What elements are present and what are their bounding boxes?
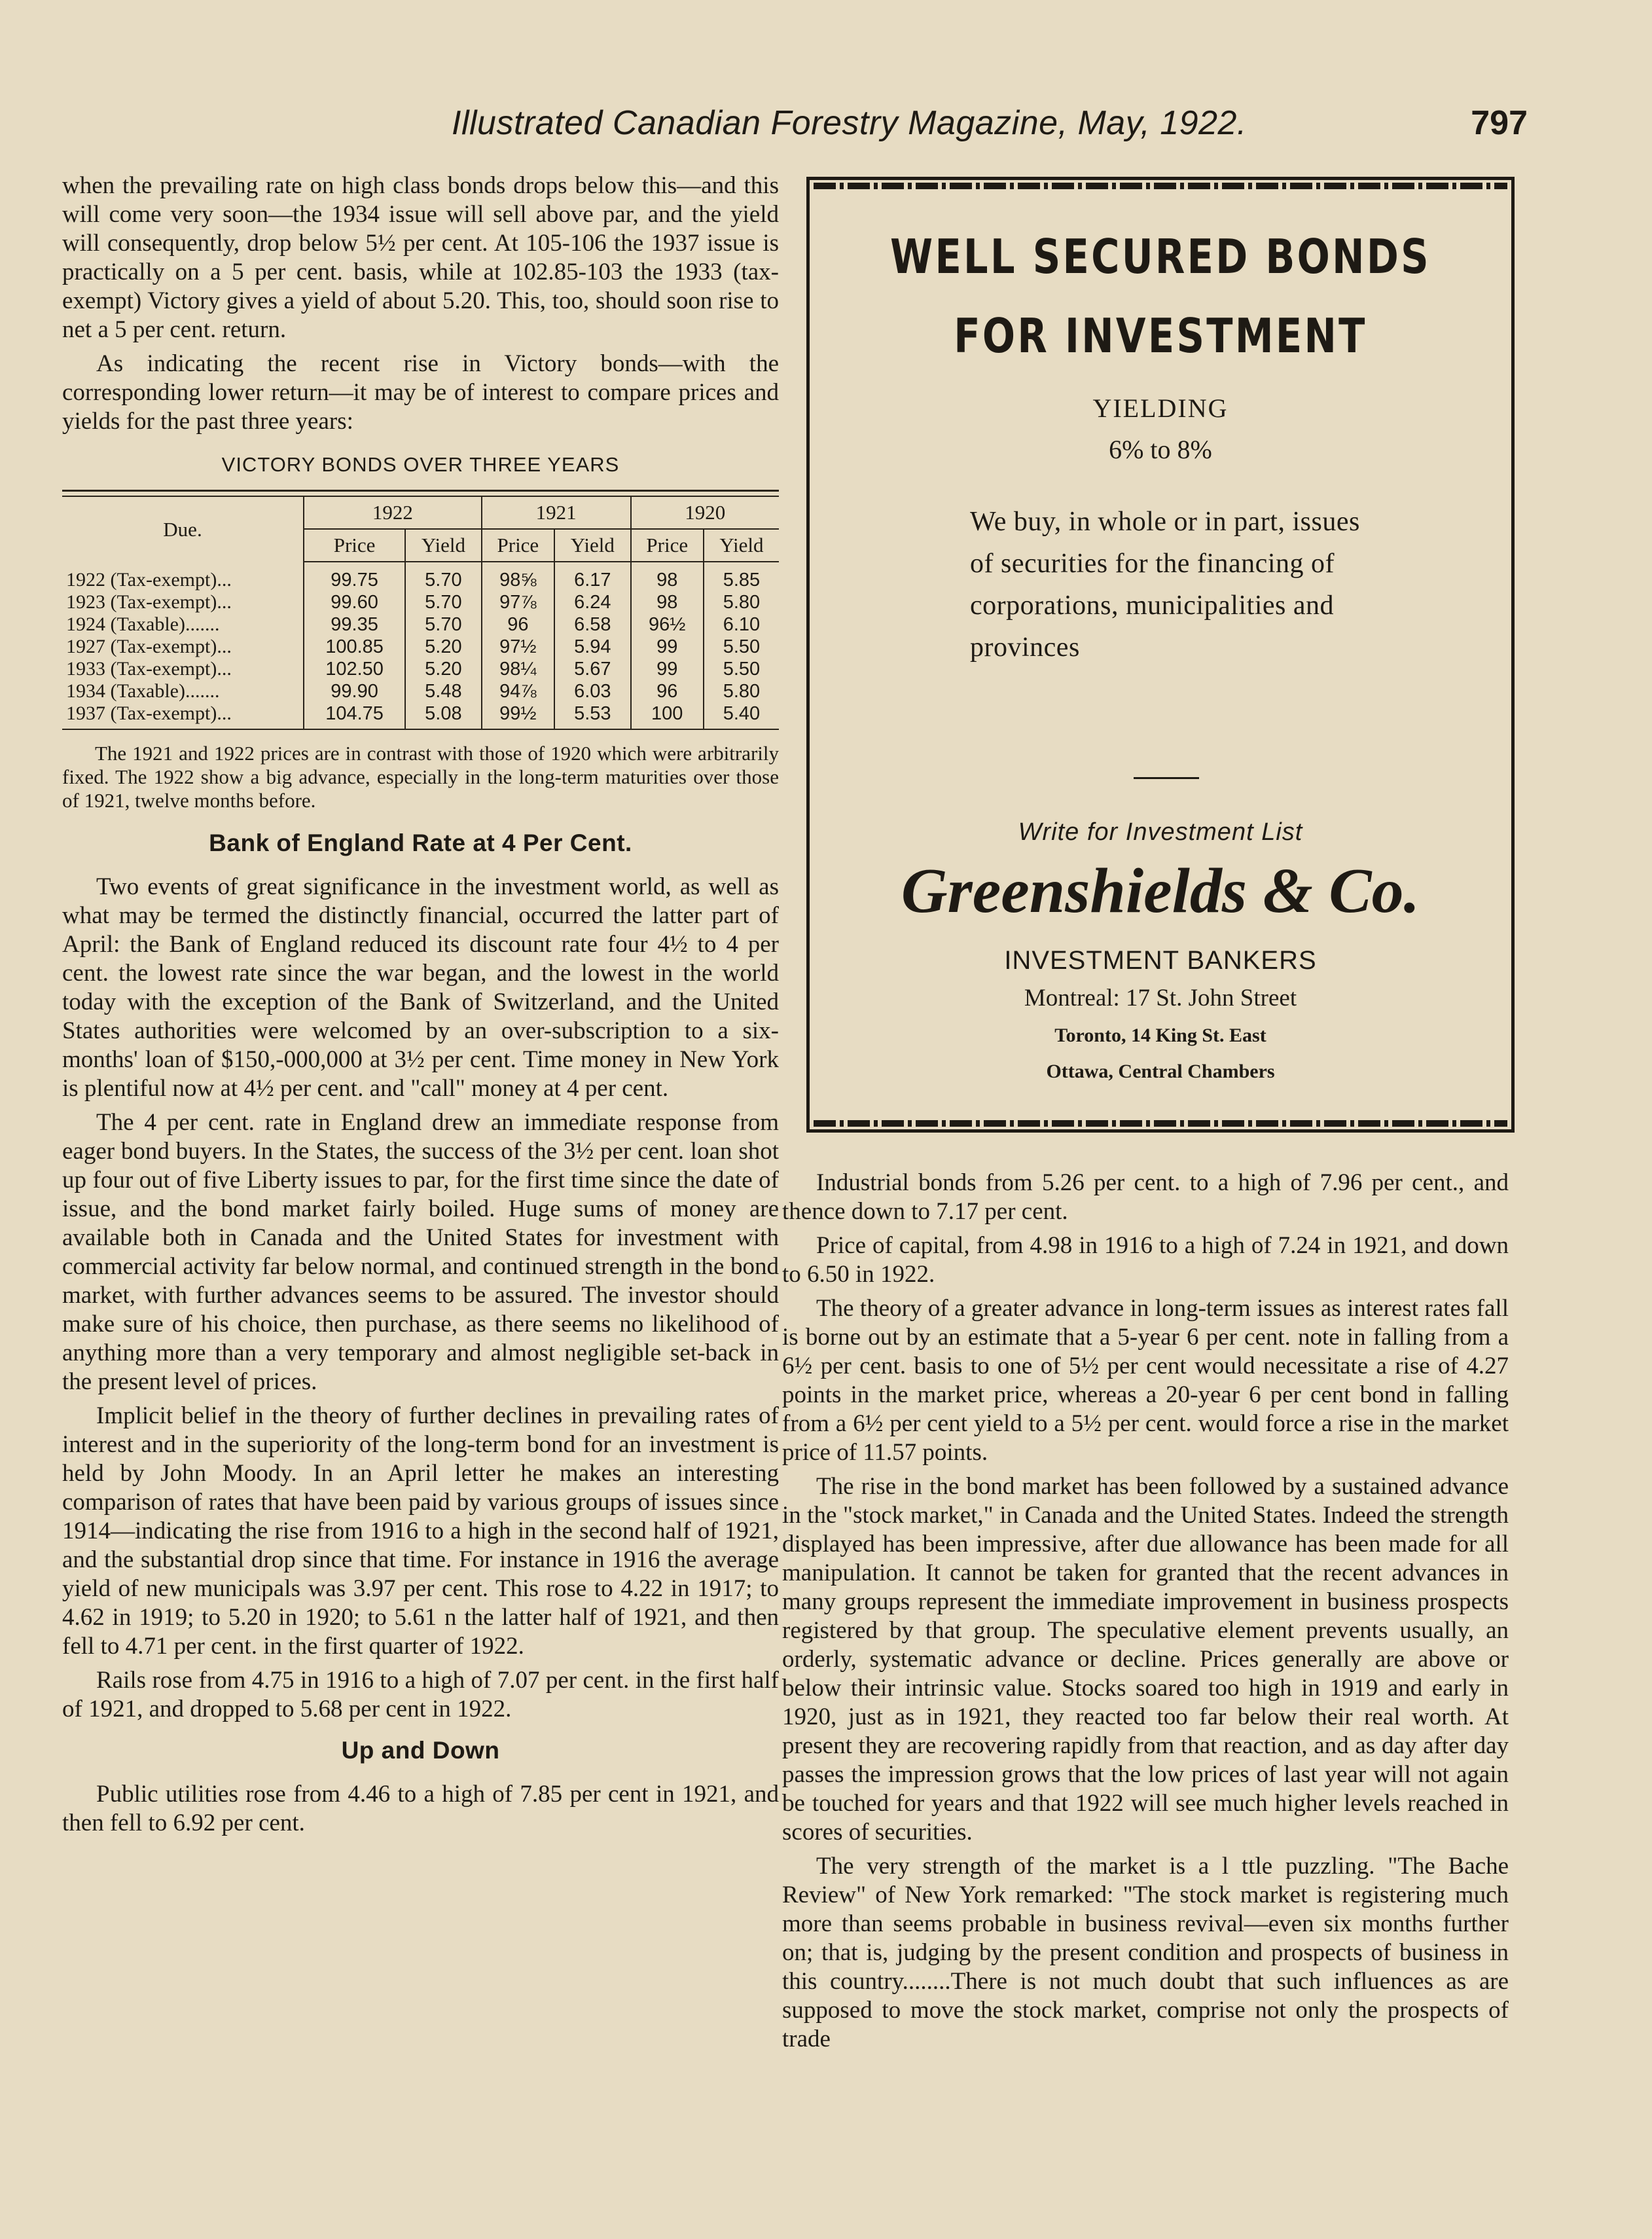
value-cell: 99.35	[304, 613, 405, 636]
year-header: 1922	[304, 497, 482, 529]
table-row	[62, 562, 779, 591]
paragraph: Public utilities rose from 4.46 to a high of 7.85 per cent in 1921, and then fell to 6.92 per cent.	[62, 1781, 779, 1836]
value-cell: 99.60	[304, 591, 405, 613]
value-cell: 5.40	[704, 702, 779, 729]
ad-divider	[1134, 777, 1199, 779]
value-cell: 100.85	[304, 636, 405, 658]
value-cell: 100	[631, 702, 704, 729]
due-cell: 1927 (Tax-exempt)...	[66, 636, 232, 657]
value-cell: 98	[631, 562, 704, 591]
value-cell: 6.03	[554, 680, 631, 702]
value-cell: 96	[631, 680, 704, 702]
table-row	[62, 613, 779, 636]
ad-headline: WELL SECURED BONDS	[890, 229, 1431, 284]
value-cell: 5.80	[704, 591, 779, 613]
value-cell: 98	[631, 591, 704, 613]
value-cell: 5.53	[554, 702, 631, 729]
value-cell: 98¼	[482, 658, 554, 680]
table-top-rule	[62, 490, 779, 497]
section-heading: Up and Down	[341, 1737, 500, 1764]
value-cell: 5.85	[704, 562, 779, 591]
greenshields-advertisement	[806, 177, 1515, 1133]
due-cell: 1923 (Tax-exempt)...	[66, 591, 232, 613]
value-cell: 5.70	[405, 613, 482, 636]
table-note: The 1921 and 1922 prices are in contrast with those of 1920 which were arbitrarily fixed. The 1922 show a big advance, especially in the long-term maturities over those of 1921, twelve months before.	[62, 742, 779, 812]
paragraph: The very strength of the market is a l ttle puzzling. "The Bache Review" of New York remarked: "The stock market is registering much more than seems probable in business revival—even six months further on; that is, judging by the present condition and prospects of business in this country........There is not much doubt that such influences as are supposed to move the stock market, comprise not only the prospects of trade	[782, 1853, 1509, 2052]
victory-bonds-table	[62, 497, 779, 730]
ad-yielding-label: YIELDING	[1092, 393, 1229, 423]
value-cell: 99.90	[304, 680, 405, 702]
table-row	[62, 658, 779, 680]
ad-yield-range: 6% to 8%	[1109, 435, 1212, 464]
year-header: 1920	[631, 497, 779, 529]
value-cell: 5.70	[405, 591, 482, 613]
page-number: 797	[1471, 104, 1528, 142]
due-cell: 1924 (Taxable).......	[66, 613, 220, 635]
paragraph: The 4 per cent. rate in England drew an immediate response from eager bond buyers. In the States, the success of the 3½ per cent. loan shot up four out of five Liberty issues to par, for the first time since the date of issue, and the bond market fairly boiled. Huge sums of money are available both in Canada and the United States for investment with commercial activity far below normal, and continued strength in the bond market, with further advances seems to be assured. The investor should make sure of his choice, then purchase, as there seems no likelihood of anything more than a very temporary and almost negligible set-back in the present level of prices.	[62, 1109, 779, 1395]
value-cell: 5.48	[405, 680, 482, 702]
column-header: Yield	[704, 529, 779, 562]
value-cell: 5.67	[554, 658, 631, 680]
value-cell: 99½	[482, 702, 554, 729]
column-header: Price	[482, 529, 554, 562]
column-header: Yield	[405, 529, 482, 562]
due-cell: 1922 (Tax-exempt)...	[66, 568, 232, 591]
ad-address: Toronto, 14 King St. East	[1054, 1025, 1266, 1046]
paragraph: Two events of great significance in the investment world, as well as what may be termed the distinctly financial, occurred the latter part of April: the Bank of England reduced its discount rate four 4½ to 4 per cent. the lowest rate since the war began, and the lowest in the world today with the exception of the Bank of Switzerland, and the United States authorities were welcomed by an over-subscription to a six-months' loan of $150,-000,000 at 3½ per cent. Time money in New York is plentiful now at 4½ per cent. and "call" money at 4 per cent.	[62, 873, 779, 1102]
year-header: 1921	[482, 497, 631, 529]
ad-address: Ottawa, Central Chambers	[1046, 1061, 1275, 1082]
value-cell: 5.20	[405, 658, 482, 680]
value-cell: 99.75	[304, 562, 405, 591]
ad-firm-kind: INVESTMENT BANKERS	[1004, 946, 1317, 975]
paragraph: The theory of a greater advance in long-term issues as interest rates fall is borne out by an estimate that a 5-year 6 per cent. note in falling from a 6½ per cent. basis to one of 5½ per cent would necessitate a rise of 4.27 points in the market price, whereas a 20-year 6 per cent bond in falling from a 6½ per cent yield to a 5½ per cent. would force a rise in the market price of 11.57 points.	[782, 1295, 1509, 1466]
value-cell: 5.70	[405, 562, 482, 591]
table-row	[62, 636, 779, 658]
value-cell: 5.80	[704, 680, 779, 702]
value-cell: 5.94	[554, 636, 631, 658]
right-column	[782, 1169, 1509, 2059]
value-cell: 6.24	[554, 591, 631, 613]
section-heading: Bank of England Rate at 4 Per Cent.	[209, 829, 632, 856]
value-cell: 98⅝	[482, 562, 554, 591]
value-cell: 99	[631, 658, 704, 680]
column-header: Yield	[554, 529, 631, 562]
column-header: Price	[631, 529, 704, 562]
value-cell: 97⅞	[482, 591, 554, 613]
table-row	[62, 680, 779, 702]
value-cell: 96½	[631, 613, 704, 636]
ad-firm-name: Greenshields & Co.	[901, 856, 1420, 926]
due-header: Due.	[163, 517, 202, 541]
paragraph: Price of capital, from 4.98 in 1916 to a high of 7.24 in 1921, and down to 6.50 in 1922.	[782, 1232, 1509, 1288]
due-cell: 1933 (Tax-exempt)...	[66, 658, 232, 680]
value-cell: 5.20	[405, 636, 482, 658]
value-cell: 94⅞	[482, 680, 554, 702]
paragraph: Implicit belief in the theory of further declines in prevailing rates of interest and in the superiority of the long-term bond for an investment is held by John Moody. In an April letter he makes an interesting comparison of rates that have been paid by various groups of issues since 1914—indicating the rise from 1916 to a high in the second half of 1921, and the substantial drop since that time. For instance in 1916 the average yield of new municipals was 3.97 per cent. This rose to 4.22 in 1917; to 4.62 in 1919; to 5.20 in 1920; to 5.61 n the latter half of 1921, and then fell to 4.71 per cent. in the first quarter of 1922.	[62, 1402, 779, 1660]
table-row	[62, 591, 779, 613]
value-cell: 6.58	[554, 613, 631, 636]
paragraph: when the prevailing rate on high class bonds drops below this—and this will come very soon—the 1934 issue will sell above par, and the yield will consequently, drop below 5½ per cent. At 105-106 the 1937 issue is practically on a 5 per cent. basis, while at 102.85-103 the 1933 (tax-exempt) Victory gives a yield of about 5.20. This, too, should soon rise to net a 5 per cent. return.	[62, 172, 779, 343]
ad-address: Montreal: 17 St. John Street	[1024, 985, 1297, 1011]
ad-border-ornament	[814, 183, 1507, 189]
running-title: Illustrated Canadian Forestry Magazine, May, 1922.	[452, 104, 1247, 142]
value-cell: 102.50	[304, 658, 405, 680]
page-header	[0, 103, 1652, 156]
value-cell: 96	[482, 613, 554, 636]
left-column	[62, 172, 779, 1843]
column-header: Price	[304, 529, 405, 562]
paragraph: As indicating the recent rise in Victory bonds—with the corresponding lower return—it may be of interest to compare prices and yields for the past three years:	[62, 350, 779, 435]
value-cell: 5.08	[405, 702, 482, 729]
ad-border-ornament	[814, 1120, 1507, 1127]
table-row	[62, 702, 779, 729]
ad-description: We buy, in whole or in part, issues of securities for the financing of corporations, municipalities and provinces	[970, 507, 1360, 663]
ad-call-to-action: Write for Investment List	[1018, 818, 1303, 846]
value-cell: 5.50	[704, 658, 779, 680]
value-cell: 6.17	[554, 562, 631, 591]
table-title: VICTORY BONDS OVER THREE YEARS	[221, 453, 620, 476]
value-cell: 97½	[482, 636, 554, 658]
paragraph: The rise in the bond market has been followed by a sustained advance in the "stock market," in Canada and the United States. Indeed the strength displayed has been impressive, after due allowance has been made for all manipulation. It cannot be taken for granted that the recent advances in many groups represent the immediate improvement in business prospects registered by that group. The speculative element prevents usually, an orderly, systematic advance or decline. Prices generally are above or below their intrinsic value. Stocks soared too high in 1919 and early in 1920, just as in 1921, they reacted too far below their real worth. At present they are recovering rapidly from that reaction, and as day after day passes the impression grows that the low prices of last year will not again be touched for years and that 1922 will see much higher levels reached in scores of securities.	[782, 1473, 1509, 1846]
paragraph: Rails rose from 4.75 in 1916 to a high of 7.07 per cent. in the first half of 1921, and dropped to 5.68 per cent in 1922.	[62, 1667, 779, 1722]
paragraph: Industrial bonds from 5.26 per cent. to a high of 7.96 per cent., and thence down to 7.17 per cent.	[782, 1169, 1509, 1225]
value-cell: 6.10	[704, 613, 779, 636]
value-cell: 99	[631, 636, 704, 658]
due-cell: 1934 (Taxable).......	[66, 680, 220, 702]
value-cell: 104.75	[304, 702, 405, 729]
due-cell: 1937 (Tax-exempt)...	[62, 702, 304, 729]
value-cell: 5.50	[704, 636, 779, 658]
ad-headline: FOR INVESTMENT	[954, 308, 1367, 363]
